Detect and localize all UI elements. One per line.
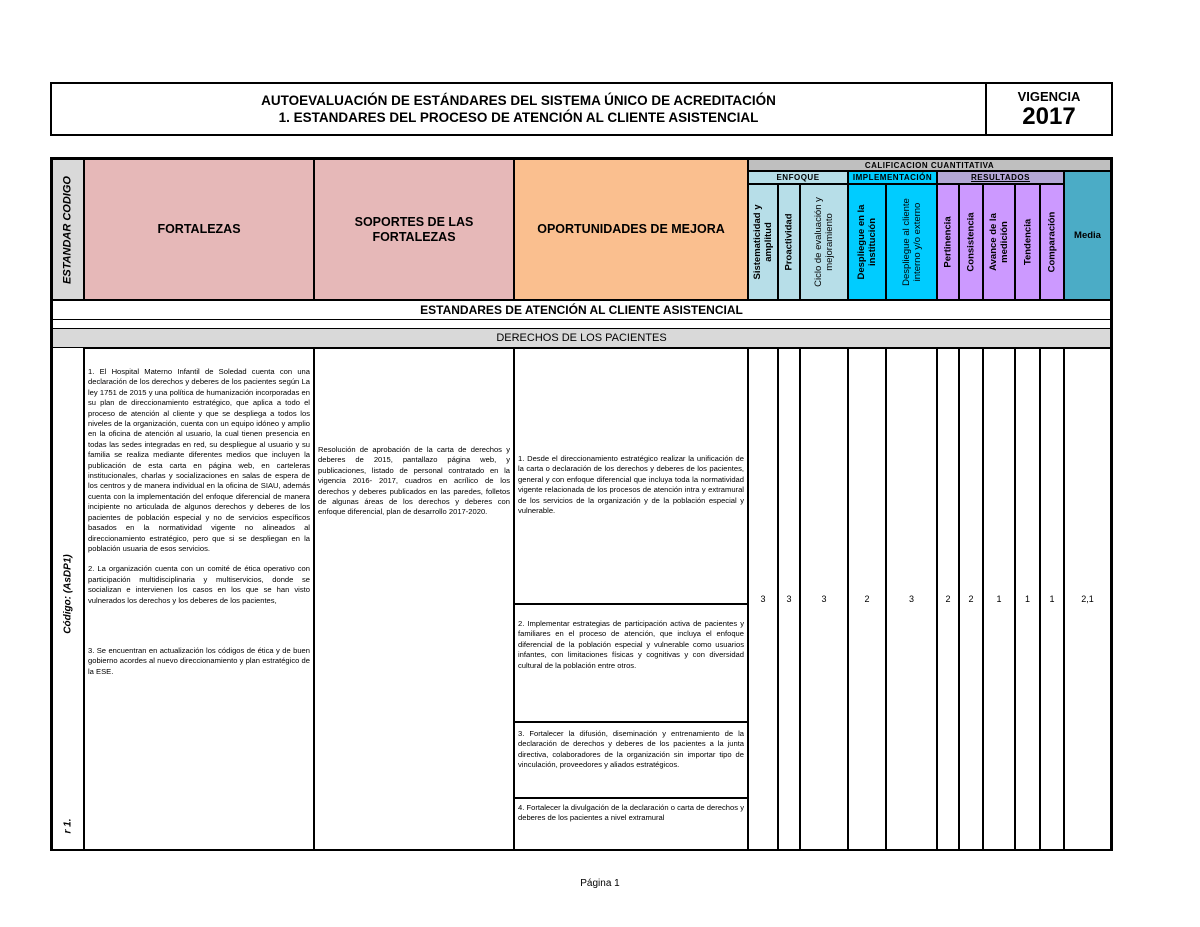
vigencia-box (987, 84, 1111, 134)
score-proactividad: 3 (778, 348, 800, 849)
score-despliegue-cliente: 3 (886, 348, 937, 849)
soportes-header: SOPORTES DE LAS FORTALEZAS (314, 159, 514, 300)
score-avance: 1 (983, 348, 1015, 849)
page-number: Página 1 (580, 878, 620, 889)
code-label: Código: (AsDP1) (62, 554, 74, 634)
code-cell (52, 348, 84, 849)
title-line-2: 1. ESTANDARES DEL PROCESO DE ATENCIÓN AL CLIENTE ASISTENCIAL (278, 110, 759, 125)
enfoque-header: ENFOQUE (748, 171, 848, 184)
subcol-proactividad: Proactividad (778, 184, 800, 300)
oportunidad-3-cell (514, 722, 748, 798)
oportunidad-2-cell (514, 604, 748, 722)
score-comparacion: 1 (1040, 348, 1064, 849)
document-title (52, 84, 987, 134)
oportunidad-4: 4. Fortalecer la divulgación de la declaración o carta de derechos y deberes de los pacientes a nivel extramural (518, 803, 744, 823)
estandar-header (52, 159, 84, 300)
title-box (50, 82, 1113, 136)
subsection-title: DERECHOS DE LOS PACIENTES (52, 328, 1111, 348)
score-consistencia: 2 (959, 348, 983, 849)
subcol-tendencia: Tendencia (1015, 184, 1040, 300)
score-sistematicidad: 3 (748, 348, 778, 849)
section-title: ESTANDARES DE ATENCIÓN AL CLIENTE ASISTENCIAL (52, 300, 1111, 320)
oportunidad-2: 2. Implementar estrategias de participación activa de pacientes y familiares en el proceso de atención, que incluya el enfoque diferencial de la población especial y vulnerable como usuarios infantes, con limitaciones físicas y cognitivas y con diversidad cultural de la población entre otros. (518, 619, 744, 670)
fortaleza-3: 3. Se encuentran en actualización los códigos de ética y de buen gobierno acordes al nuevo direccionamiento y plan estratégico de la ESE. (88, 645, 310, 676)
score-pertinencia: 2 (937, 348, 959, 849)
fortalezas-header: FORTALEZAS (84, 159, 314, 300)
score-tendencia: 1 (1015, 348, 1040, 849)
score-ciclo: 3 (800, 348, 848, 849)
fortaleza-1: 1. El Hospital Materno Infantil de Soledad cuenta con una declaración de los derechos y deberes de los pacientes según La ley 1751 de 2015 y una política de humanización incorporadas en su plan de direccionamiento estratégico, que aplica a todo el proceso de atención al cliente y que se despliega a todos los niveles de la organización, cuenta con un equipo idóneo y amplio en la oficina de atención al usuario, la cual tienen presencia en todas las sedes integradas en red, su despliegue al usuario y su familia se realiza mediante diferentes medios que incluyen la publicación de esta carta en página web, en carteleras institucionales, charlas y socializaciones en salas de espera de los centros y de manera individual en la oficina de SIAU, además cuenta con la implementación del enfoque diferencial de manera incipiente no articulada de algunos derechos y deberes de los pacientes de población especial y no de servicios específicos basados en la normatividad vigente no alineados al direccionamiento estratégico, pero que si se despliegan en la población usuaria de esos servicios. (88, 367, 310, 553)
oportunidad-1: 1. Desde el direccionamiento estratégico realizar la unificación de la carta o declaración de los derechos y deberes de los pacientes, general y con enfoque diferencial que incluya toda la normatividad vigente relacionada de los procesos de atención intra y extramural de los servicios de la organización y de la población especial y vulnerable. (518, 454, 744, 516)
media-header: Media (1064, 171, 1111, 300)
soportes-text: Resolución de aprobación de la carta de derechos y deberes de 2015, pantallazo página web, y publicaciones, listado de personal contratado en la vigencia 2016- 2017, cuadros en acrílico de los derechos y deberes publicados en las paredes, folletos de algunas áreas de los derechos y deberes con enfoque diferencial, plan de desarrollo 2017-2020. (318, 445, 510, 517)
subcol-comparacion: Comparación (1040, 184, 1064, 300)
oportunidades-header: OPORTUNIDADES DE MEJORA (514, 159, 748, 300)
estandar-label: ESTANDAR CODIGO (61, 175, 74, 284)
subcol-sistematicidad: Sistematicidad y amplitud (748, 184, 778, 300)
calificacion-header: CALIFICACION CUANTITATIVA (748, 159, 1111, 171)
fortalezas-cell (84, 348, 314, 849)
subcol-pertinencia: Pertinencia (937, 184, 959, 300)
subcol-avance: Avance de la medición (983, 184, 1015, 300)
implementacion-header: IMPLEMENTACIÓN (848, 171, 937, 184)
score-media: 2,1 (1064, 348, 1111, 849)
subcol-despliegue-cliente: Despliegue al cliente interno y/o externo (886, 184, 937, 300)
vigencia-year: 2017 (1022, 102, 1076, 130)
oportunidad-1-cell (514, 348, 748, 604)
oportunidad-4-cell (514, 798, 748, 849)
spacer-row (52, 320, 1111, 328)
row-number: r 1. (62, 818, 74, 834)
title-line-1: AUTOEVALUACIÓN DE ESTÁNDARES DEL SISTEMA ÚNICO DE ACREDITACIÓN (261, 93, 776, 108)
vigencia-label: VIGENCIA (1017, 88, 1081, 104)
resultados-header: RESULTADOS (937, 171, 1064, 184)
score-despliegue-institucion: 2 (848, 348, 886, 849)
subcol-despliegue-institucion: Despliegue en la institución (848, 184, 886, 300)
fortaleza-2: 2. La organización cuenta con un comité de ética operativo con participación multidisciplinaria y multiservicios, donde se socializan e intervienen los casos en los que se han visto vulnerados los derechos y los deberes de los pacientes, (88, 564, 310, 605)
subcol-consistencia: Consistencia (959, 184, 983, 300)
oportunidad-3: 3. Fortalecer la difusión, diseminación y entrenamiento de la declaración de derechos y deberes de los pacientes a la junta directiva, colaboradores de la organización sin importar tipo de vinculación, proveedores y aliados estratégicos. (518, 729, 744, 770)
subcol-ciclo: Ciclo de evaluación y mejoramiento (800, 184, 848, 300)
soportes-cell (314, 348, 514, 849)
